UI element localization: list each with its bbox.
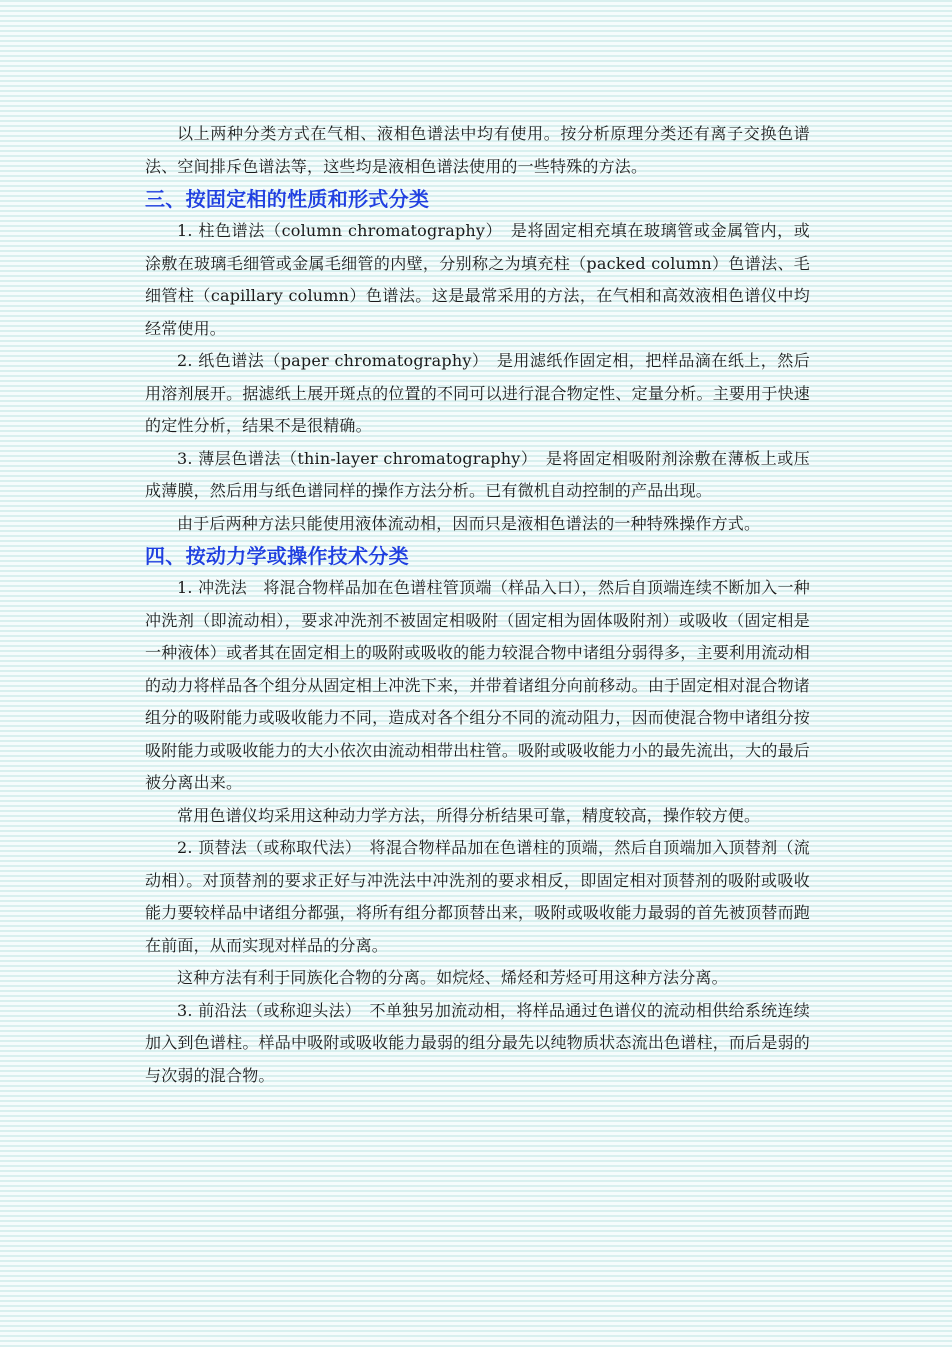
paragraph-elution-note: 常用色谱仪均采用这种动力学方法，所得分析结果可靠，精度较高，操作较方便。 [177,805,761,825]
section-heading-stationary-phase: 三、按固定相的性质和形式分类 [145,187,430,211]
intro-paragraph: 以上两种分类方式在气相、液相色谱法中均有使用。按分析原理分类还有离子交换色谱法、空间排斥色谱法等，这些均是液相色谱法使用的一些特殊的方法。 [145,124,810,176]
paragraph-frontal-method: 3. 前沿法（或称迎头法） 不单独另加流动相，将样品通过色谱仪的流动相供给系统连续加入到色谱柱。样品中吸附或吸收能力最弱的组分最先以纯物质状态流出色谱柱，而后是弱的与次弱的混合物。 [145,1000,810,1085]
section-heading-dynamics: 四、按动力学或操作技术分类 [145,544,409,568]
paragraph-elution-method: 1. 冲洗法 将混合物样品加在色谱柱管顶端（样品入口），然后自顶端连续不断加入一种冲洗剂（即流动相），要求冲洗剂不被固定相吸附（固定相为固体吸附剂）或吸收（固定相是一种液体）或者其在固定相上的吸附或吸收的能力较混合物中诸组分弱得多，主要利用流动相的动力将样品各个组分从固定相上冲洗下来，并带着诸组分向前移动。由于固定相对混合物诸组分的吸附能力或吸收能力不同，造成对各个组分不同的流动阻力，因而使混合物中诸组分按吸附能力或吸收能力的大小依次由流动相带出柱管。吸附或吸收能力小的最先流出，大的最后被分离出来。 [145,578,810,792]
paragraph-column-chromatography: 1. 柱色谱法（column chromatography） 是将固定相充填在玻璃管或金属管内，或涂敷在玻璃毛细管或金属毛细管的内壁，分别称之为填充柱（packed column）色谱法、毛细管柱（capillary column）色谱法。这是最常采用的方法，在气相和高效液相色谱仪中均经常使用。 [145,221,810,338]
paragraph-displacement-method: 2. 顶替法（或称取代法） 将混合物样品加在色谱柱的顶端，然后自顶端加入顶替剂（流动相）。对顶替剂的要求正好与冲洗法中冲洗剂的要求相反，即固定相对顶替剂的吸附或吸收能力要较样品中诸组分都强，将所有组分都顶替出来，吸附或吸收能力最弱的首先被顶替而跑在前面，从而实现对样品的分离。 [145,838,810,955]
paragraph-displacement-note: 这种方法有利于同族化合物的分离。如烷烃、烯烃和芳烃可用这种方法分离。 [177,968,728,987]
paragraph-liquid-mobile-phase-note: 由于后两种方法只能使用液体流动相，因而只是液相色谱法的一种特殊操作方式。 [177,513,761,533]
paragraph-paper-chromatography: 2. 纸色谱法（paper chromatography） 是用滤纸作固定相，把样品滴在纸上，然后用溶剂展开。据滤纸上展开斑点的位置的不同可以进行混合物定性、定量分析。主要用于快速的定性分析，结果不是很精确。 [145,351,810,435]
document-page [145,118,810,1092]
paragraph-thin-layer-chromatography: 3. 薄层色谱法（thin-layer chromatography） 是将固定相吸附剂涂敷在薄板上或压成薄膜，然后用与纸色谱同样的操作方法分析。已有微机自动控制的产品出现。 [145,448,810,500]
